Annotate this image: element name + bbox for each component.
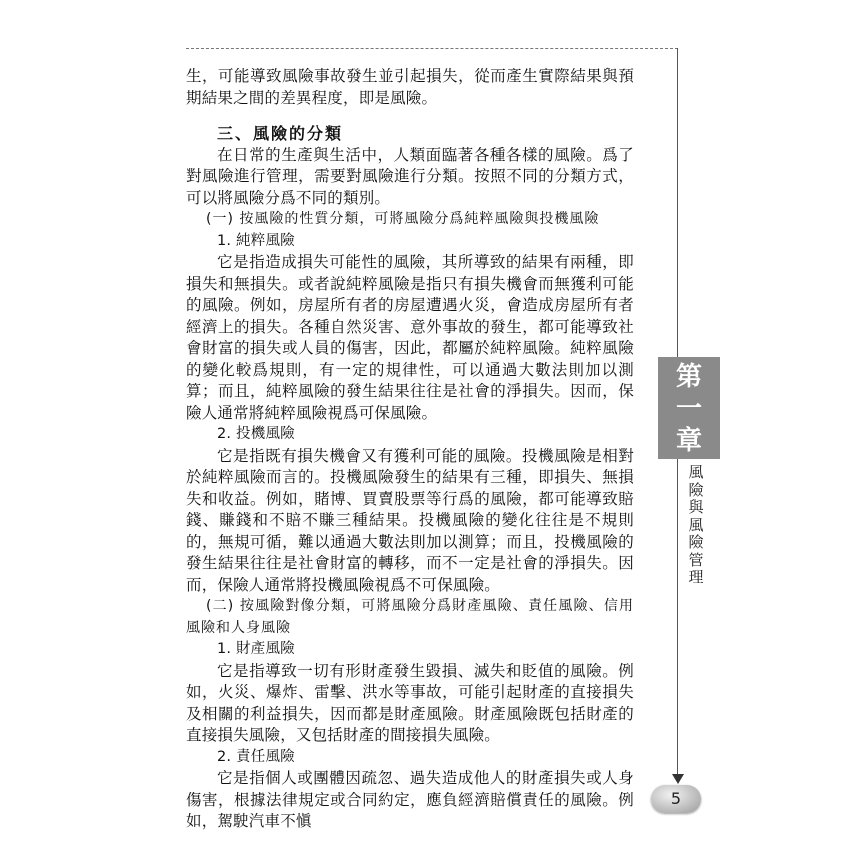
- subsection-heading: (二) 按風險對像分類，可將風險分爲財產風險、責任風險、信用風險和人身風險: [186, 598, 634, 636]
- paragraph: 在日常的生產與生活中，人類面臨著各種各樣的風險。爲了對風險進行管理，需要對風險進行分類。按照不同的分類方式，可以將風險分爲不同的類別。: [186, 145, 634, 207]
- chapter-tab: [658, 357, 720, 459]
- chapter-tab-char: 章: [675, 426, 702, 456]
- item-heading: 2. 責任風險: [217, 748, 295, 765]
- item-heading: 1. 財產風險: [217, 641, 295, 657]
- subsection-heading: (一) 按風險的性質分類，可將風險分爲純粹風險與投機風險: [206, 211, 600, 227]
- top-dashed-rule: [186, 48, 678, 49]
- paragraph: 它是指導致一切有形財產發生毀損、滅失和貶值的風險。例如，火災、爆炸、雷擊、洪水等事故，可能引起財產的直接損失及相關的利益損失，因而都是財產風險。財產風險既包括財產的直接損失風險，又包括財產的間接損失風險。: [186, 661, 634, 744]
- section-heading: 三、風險的分類: [217, 124, 344, 143]
- paragraph: 它是指個人或團體因疏忽、過失造成他人的財產損失或人身傷害，根據法律規定或合同約定，應負經濟賠償責任的風險。例如，駕駛汽車不愼: [186, 769, 634, 830]
- paragraph: 它是指既有損失機會又有獲利可能的風險。投機風險是相對於純粹風險而言的。投機風險發生的結果有三種，即損失、無損失和收益。例如，賭博、買賣股票等行爲的風險，都可能導致賠錢、賺錢和不賠不賺三種結果。投機風險的變化往往是不規則的，無規可循，難以通過大數法則加以測算；而且，投機風險的發生結果往往是社會財富的轉移，而不一定是社會的淨損失。因而，保險人通常將投機風險視爲不可保風險。: [186, 446, 634, 594]
- chapter-title: 風險與風險管理: [688, 463, 704, 586]
- down-arrow-icon: [672, 774, 684, 784]
- item-heading: 2. 投機風險: [217, 426, 295, 442]
- paragraph: 它是指造成損失可能性的風險，其所導致的結果有兩種，即損失和無損失。或者說純粹風險是指只有損失機會而無獲利可能的風險。例如，房屋所有者的房屋遭遇火災，會造成房屋所有者經濟上的損失。各種自然災害、意外事故的發生，都可能導致社會財富的損失或人員的傷害，因此，都屬於純粹風險。純粹風險的變化較爲規則，有一定的規律性，可以通過大數法則加以測算；而且，純粹風險的發生結果往往是社會的淨損失。因而，保險人通常將純粹風險視爲可保風險。: [186, 253, 634, 422]
- paragraph-continued: 生，可能導致風險事故發生並引起損失，從而產生實際結果與預期結果之間的差異程度，即是風險。: [186, 67, 634, 107]
- chapter-tab-char: 第: [675, 362, 702, 392]
- page-number: 5: [651, 785, 701, 813]
- item-heading: 1. 純粹風險: [217, 232, 295, 249]
- chapter-tab-char: 一: [675, 394, 702, 424]
- page-body: [186, 66, 634, 833]
